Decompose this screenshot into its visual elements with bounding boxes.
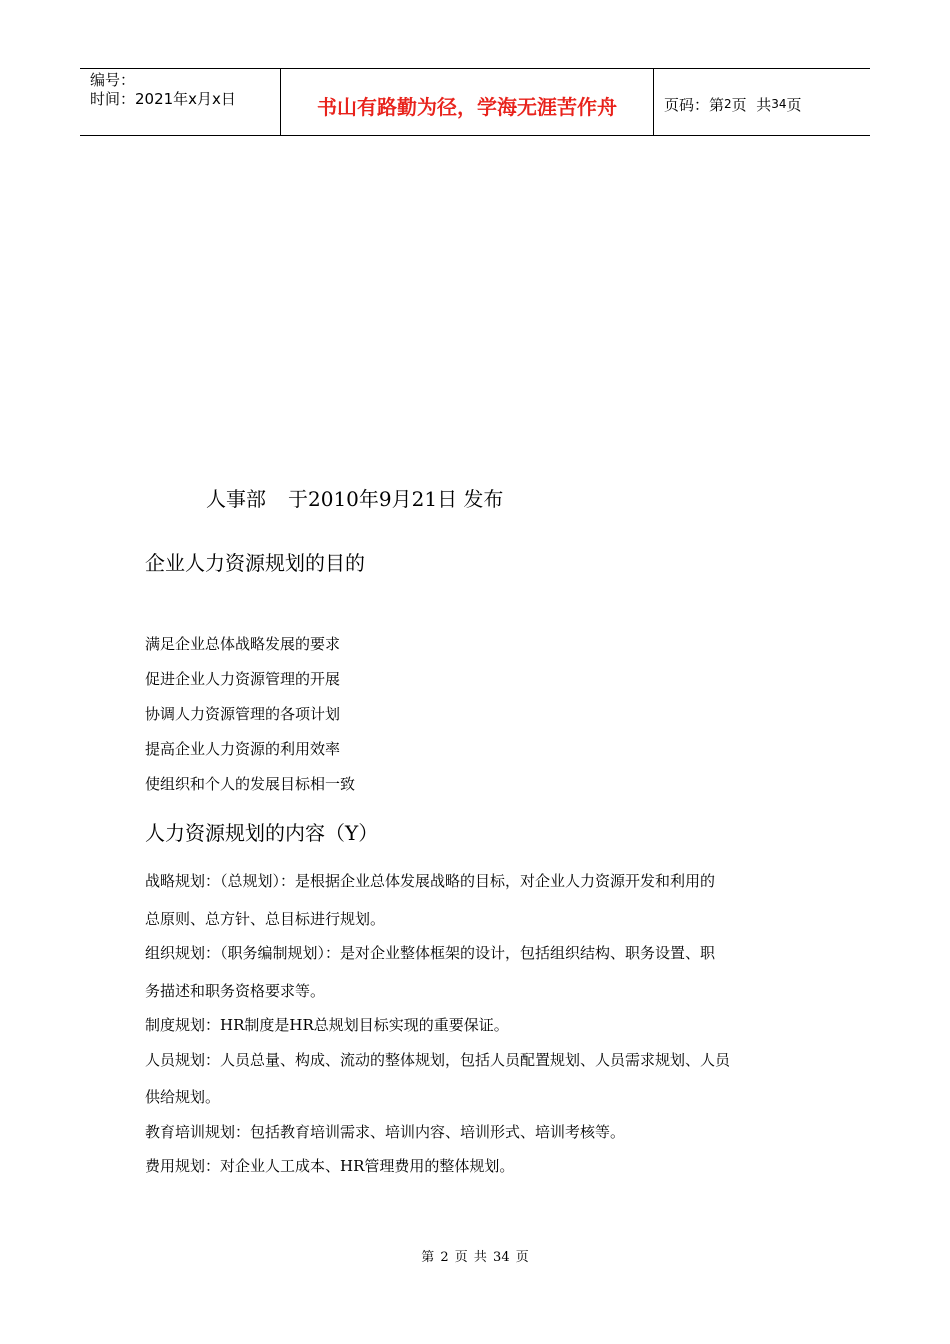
header-motto: 书山有路勤为径，学海无涯苦作舟 xyxy=(281,69,654,135)
publish-dept: 人事部 xyxy=(206,487,266,511)
header-meta xyxy=(80,69,281,135)
page-footer: 第 2 页 共 34 页 xyxy=(421,1250,529,1265)
publish-date: 于2010年9月21日 发布 xyxy=(288,487,504,511)
paragraph-line: 教育培训规划：包括教育培训需求、培训内容、培训形式、培训考核等。 xyxy=(145,1123,626,1141)
paragraph-line: 人员规划：人员总量、构成、流动的整体规划，包括人员配置规划、人员需求规划、人员 xyxy=(145,1051,731,1069)
paragraph-line: 务描述和职务资格要求等。 xyxy=(145,982,326,1000)
page-header xyxy=(80,68,870,136)
number-label: 编号： xyxy=(90,71,136,89)
page-current: 2 xyxy=(724,97,732,111)
list-item: 提高企业人力资源的利用效率 xyxy=(145,740,341,758)
paragraph-line: 战略规划：（总规划）：是根据企业总体发展战略的目标，对企业人力资源开发和利用的 xyxy=(145,872,716,890)
list-item: 使组织和个人的发展目标相一致 xyxy=(145,775,356,793)
page-mid: 页 共 xyxy=(731,95,772,114)
page-prefix: 页码：第 xyxy=(664,95,725,114)
header-page-info xyxy=(654,69,870,135)
paragraph-line: 费用规划：对企业人工成本、HR管理费用的整体规划。 xyxy=(145,1157,515,1175)
list-item: 促进企业人力资源管理的开展 xyxy=(145,670,341,688)
time-line: 时间：2021年x月x日 xyxy=(90,90,236,108)
section1-title: 企业人力资源规划的目的 xyxy=(145,551,365,575)
paragraph-line: 总原则、总方针、总目标进行规划。 xyxy=(145,910,386,928)
section2-title: 人力资源规划的内容（Y） xyxy=(145,821,379,845)
list-item: 满足企业总体战略发展的要求 xyxy=(145,635,341,653)
publish-line xyxy=(206,483,503,512)
paragraph-line: 供给规划。 xyxy=(145,1088,221,1106)
paragraph-line: 组织规划：（职务编制规划）：是对企业整体框架的设计，包括组织结构、职务设置、职 xyxy=(145,944,716,962)
list-item: 协调人力资源管理的各项计划 xyxy=(145,705,341,723)
page-suffix: 页 xyxy=(786,95,802,114)
page-total: 34 xyxy=(771,97,787,111)
paragraph-line: 制度规划：HR制度是HR总规划目标实现的重要保证。 xyxy=(145,1016,509,1034)
